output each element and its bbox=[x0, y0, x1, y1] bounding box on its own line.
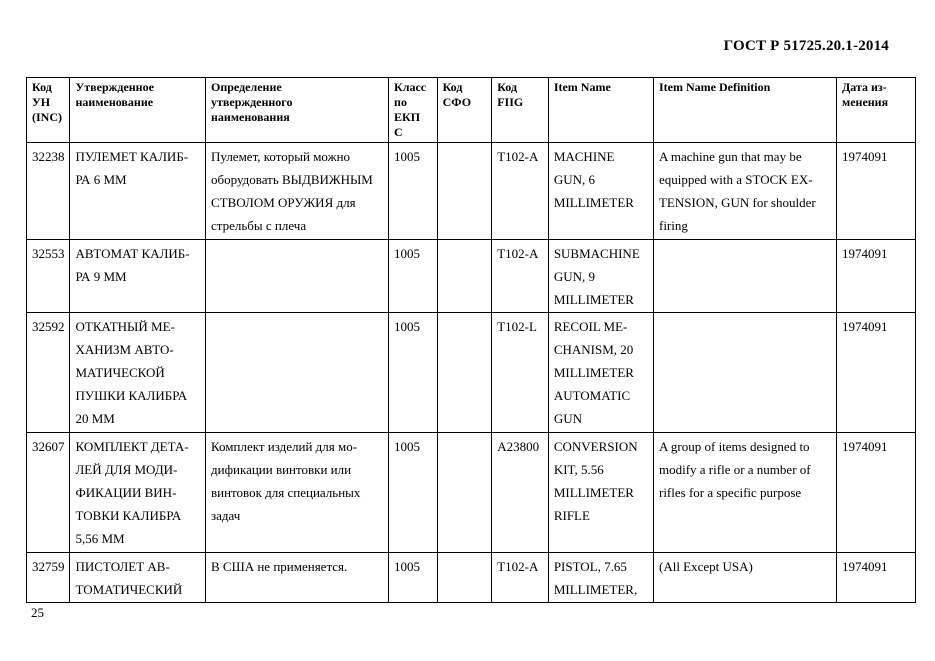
column-header-class: Класс по ЕКП С bbox=[389, 78, 438, 143]
cell-definition: В США не применяется. bbox=[206, 553, 389, 603]
table-row bbox=[27, 433, 916, 553]
table-row bbox=[27, 143, 916, 240]
cell-fiig: A23800 bbox=[492, 433, 549, 553]
cell-name: ПУЛЕМЕТ КАЛИБ- РА 6 ММ bbox=[70, 143, 206, 240]
cell-item-name: MACHINE GUN, 6 MILLIMETER bbox=[548, 143, 653, 240]
cell-sfo bbox=[437, 433, 492, 553]
cell-item-definition: A group of items designed to modify a rifle or a number of rifles for a specific purpose bbox=[653, 433, 836, 553]
cell-item-definition bbox=[653, 240, 836, 313]
cell-item-definition: (All Except USA) bbox=[653, 553, 836, 603]
cell-name: КОМПЛЕКТ ДЕТА- ЛЕЙ ДЛЯ МОДИ- ФИКАЦИИ ВИН- ТОВКИ КАЛИБРА 5,56 ММ bbox=[70, 433, 206, 553]
cell-class: 1005 bbox=[389, 313, 438, 433]
table-row bbox=[27, 240, 916, 313]
cell-fiig: T102-A bbox=[492, 553, 549, 603]
cell-code: 32553 bbox=[27, 240, 70, 313]
cell-sfo bbox=[437, 240, 492, 313]
cell-class: 1005 bbox=[389, 143, 438, 240]
cell-item-definition: A machine gun that may be equipped with a STOCK EX- TENSION, GUN for shoulder firing bbox=[653, 143, 836, 240]
cell-sfo bbox=[437, 143, 492, 240]
column-header-code: Код УН (INC) bbox=[27, 78, 70, 143]
catalog-table bbox=[26, 77, 916, 603]
table-row bbox=[27, 553, 916, 603]
cell-definition bbox=[206, 240, 389, 313]
cell-definition: Пулемет, который можно оборудовать ВЫДВИЖНЫМ СТВОЛОМ ОРУЖИЯ для стрельбы с плеча bbox=[206, 143, 389, 240]
table-body bbox=[27, 143, 916, 603]
cell-item-name: PISTOL, 7.65 MILLIMETER, bbox=[548, 553, 653, 603]
column-header-approved-name: Утвержденное наименование bbox=[70, 78, 206, 143]
cell-item-definition bbox=[653, 313, 836, 433]
cell-item-name: SUBMACHINE GUN, 9 MILLIMETER bbox=[548, 240, 653, 313]
cell-name: ПИСТОЛЕТ АВ- ТОМАТИЧЕСКИЙ bbox=[70, 553, 206, 603]
cell-date: 1974091 bbox=[837, 143, 916, 240]
cell-code: 32759 bbox=[27, 553, 70, 603]
cell-date: 1974091 bbox=[837, 433, 916, 553]
cell-sfo bbox=[437, 313, 492, 433]
cell-fiig: T102-L bbox=[492, 313, 549, 433]
cell-class: 1005 bbox=[389, 553, 438, 603]
page-number: 25 bbox=[31, 605, 44, 620]
cell-definition: Комплект изделий для мо- дификации винтовки или винтовок для специальных задач bbox=[206, 433, 389, 553]
table-row bbox=[27, 313, 916, 433]
column-header-item-name: Item Name bbox=[548, 78, 653, 143]
cell-date: 1974091 bbox=[837, 240, 916, 313]
cell-code: 32238 bbox=[27, 143, 70, 240]
cell-name: АВТОМАТ КАЛИБ- РА 9 ММ bbox=[70, 240, 206, 313]
cell-sfo bbox=[437, 553, 492, 603]
cell-date: 1974091 bbox=[837, 313, 916, 433]
cell-fiig: T102-A bbox=[492, 143, 549, 240]
cell-definition bbox=[206, 313, 389, 433]
column-header-item-definition: Item Name Definition bbox=[653, 78, 836, 143]
cell-name: ОТКАТНЫЙ МЕ- ХАНИЗМ АВТО- МАТИЧЕСКОЙ ПУШКИ КАЛИБРА 20 ММ bbox=[70, 313, 206, 433]
cell-item-name: RECOIL ME- CHANISM, 20 MILLIMETER AUTOMATIC GUN bbox=[548, 313, 653, 433]
column-header-date: Дата из- менения bbox=[837, 78, 916, 143]
cell-fiig: T102-A bbox=[492, 240, 549, 313]
column-header-sfo: Код СФО bbox=[437, 78, 492, 143]
header-row bbox=[27, 78, 916, 143]
cell-date: 1974091 bbox=[837, 553, 916, 603]
cell-code: 32607 bbox=[27, 433, 70, 553]
column-header-definition: Определение утвержденного наименования bbox=[206, 78, 389, 143]
column-header-fiig: Код FIIG bbox=[492, 78, 549, 143]
cell-code: 32592 bbox=[27, 313, 70, 433]
cell-class: 1005 bbox=[389, 433, 438, 553]
standard-designation: ГОСТ Р 51725.20.1-2014 bbox=[723, 38, 889, 54]
table-header bbox=[27, 78, 916, 143]
cell-item-name: CONVERSION KIT, 5.56 MILLIMETER RIFLE bbox=[548, 433, 653, 553]
cell-class: 1005 bbox=[389, 240, 438, 313]
